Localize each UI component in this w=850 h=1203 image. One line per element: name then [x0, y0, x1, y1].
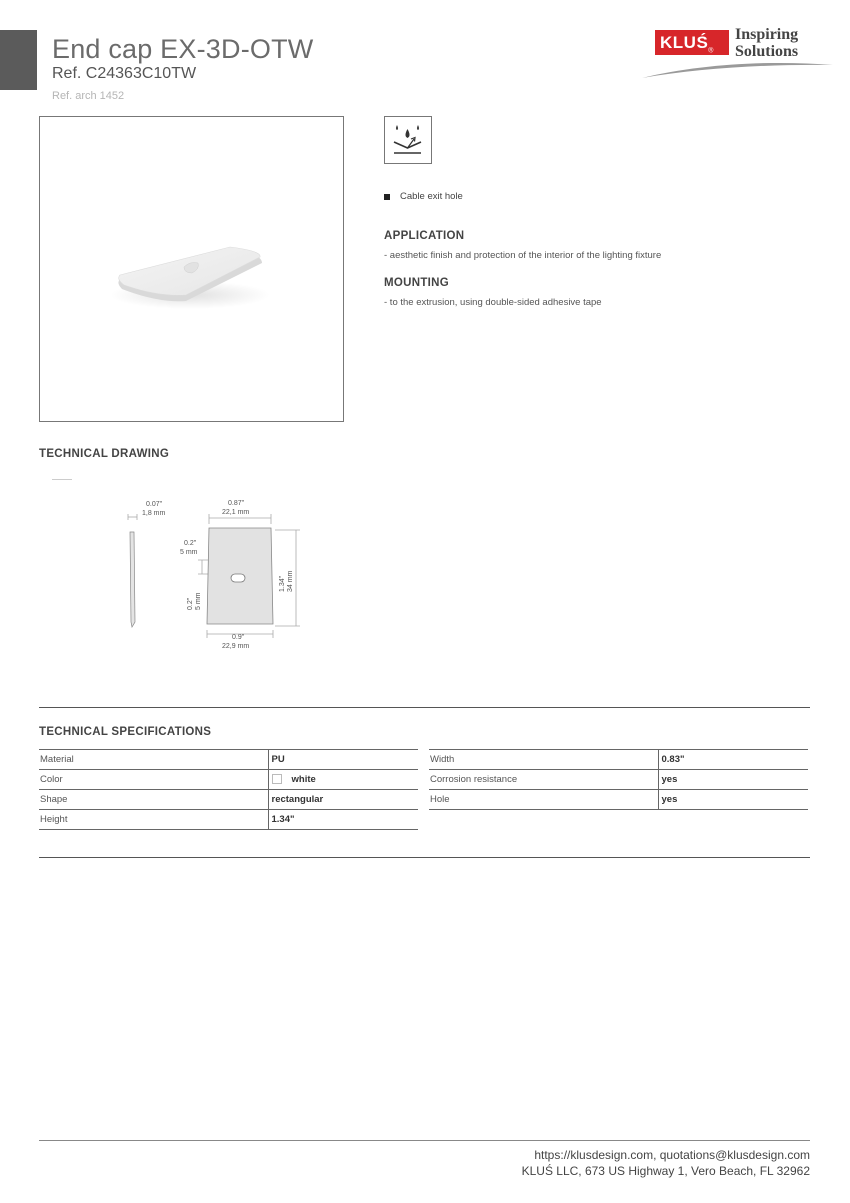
spec-label: Shape	[39, 790, 268, 810]
spec-label: Height	[39, 810, 268, 830]
water-resistance-icon	[385, 117, 431, 163]
technical-drawing-heading: TECHNICAL DRAWING	[39, 448, 170, 460]
dim-hole-in: 0.2"	[184, 540, 197, 547]
spec-value: PU	[268, 750, 418, 770]
bullet-square-icon	[384, 194, 390, 200]
logo-swoosh-icon	[640, 58, 835, 80]
side-tab-marker	[0, 30, 37, 90]
spec-value: yes	[658, 790, 808, 810]
cable-hole-shape	[231, 574, 245, 582]
footer-address: KLUŚ LLC, 673 US Highway 1, Vero Beach, FL 32962	[521, 1163, 810, 1178]
table-row	[429, 750, 808, 770]
dim-height-mm: 34 mm	[287, 570, 294, 592]
spec-value: 0.83"	[658, 750, 808, 770]
dim-thickness-in: 0.07"	[146, 501, 163, 508]
dim-height-in: 1.34"	[279, 575, 286, 592]
product-ref: Ref. C24363C10TW	[52, 65, 197, 82]
dim-hole-v-in: 0.2"	[187, 597, 194, 610]
table-row	[39, 810, 418, 830]
table-row	[39, 790, 418, 810]
logo-brand: KLUŚ	[660, 33, 709, 52]
logo-reg: ®	[708, 47, 714, 55]
drawing-divider	[52, 479, 72, 480]
table-row	[429, 790, 808, 810]
spec-value-color	[268, 770, 418, 790]
dim-width-bottom-mm: 22,9 mm	[222, 643, 250, 650]
tech-specs-heading: TECHNICAL SPECIFICATIONS	[39, 726, 212, 738]
technical-drawing	[110, 492, 320, 657]
spec-value: yes	[658, 770, 808, 790]
logo-badge	[655, 30, 729, 55]
klus-logo	[640, 26, 835, 82]
dim-thickness-mm: 1,8 mm	[142, 510, 166, 517]
spec-label: Color	[39, 770, 268, 790]
spec-label: Material	[39, 750, 268, 770]
dim-width-top-mm: 22,1 mm	[222, 509, 250, 516]
divider-top	[39, 707, 810, 708]
end-cap-photo-icon	[40, 117, 345, 423]
mounting-text: - to the extrusion, using double-sided adhesive tape	[384, 297, 602, 308]
feature-label: Cable exit hole	[400, 191, 463, 202]
table-row	[39, 750, 418, 770]
product-ref-arch: Ref. arch 1452	[52, 90, 125, 102]
spec-value: rectangular	[268, 790, 418, 810]
dim-hole-v-mm: 5 mm	[195, 592, 202, 610]
feature-cable-exit-hole	[384, 191, 463, 202]
logo-tagline	[735, 26, 798, 60]
specs-table-left	[39, 749, 418, 830]
mounting-heading: MOUNTING	[384, 277, 450, 289]
color-value: white	[291, 774, 316, 785]
specs-table-right	[429, 749, 808, 810]
logo-tagline-2: Solutions	[735, 43, 799, 60]
spec-label: Corrosion resistance	[429, 770, 658, 790]
side-view-shape	[130, 532, 135, 627]
page-title: End cap EX-3D-OTW	[52, 34, 314, 64]
product-photo	[39, 116, 344, 422]
dim-width-bottom-in: 0.9"	[232, 634, 245, 641]
table-row	[39, 770, 418, 790]
dim-width-top-in: 0.87"	[228, 500, 245, 507]
feature-icon-box	[384, 116, 432, 164]
application-text: - aesthetic finish and protection of the interior of the lighting fixture	[384, 250, 662, 261]
color-swatch	[272, 774, 282, 784]
footer-contact: https://klusdesign.com, quotations@klusdesign.com	[534, 1148, 810, 1162]
logo-tagline-1: Inspiring	[735, 26, 799, 43]
table-row	[429, 770, 808, 790]
dim-hole-mm: 5 mm	[180, 549, 198, 556]
spec-label: Hole	[429, 790, 658, 810]
spec-value: 1.34"	[268, 810, 418, 830]
spec-label: Width	[429, 750, 658, 770]
divider-bottom	[39, 857, 810, 858]
application-heading: APPLICATION	[384, 230, 465, 242]
footer	[522, 1148, 810, 1179]
footer-divider	[39, 1140, 810, 1141]
